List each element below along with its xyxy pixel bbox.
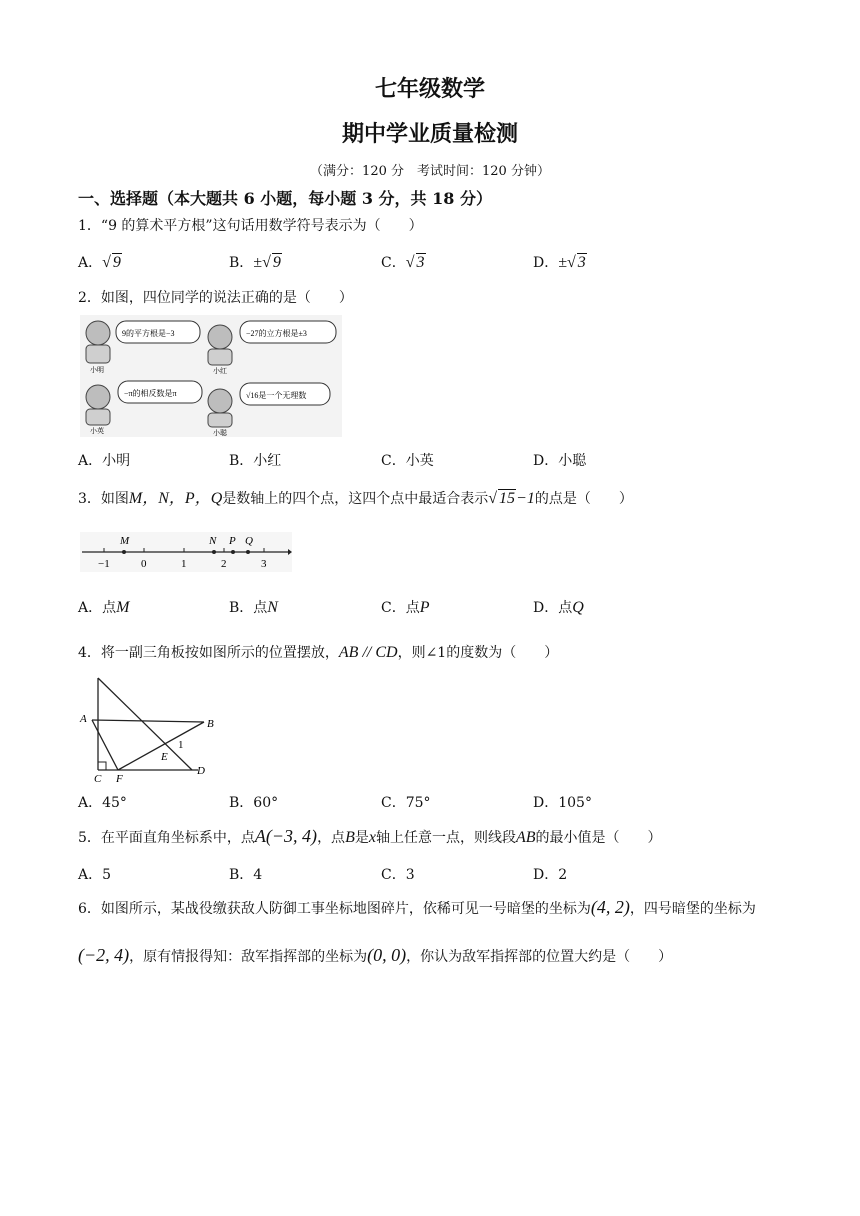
q1-option-a: A．√ 9: [78, 254, 121, 271]
q2-option-d: D．小聪: [533, 453, 587, 469]
tick-label: −1: [98, 558, 110, 570]
point-m: [122, 550, 126, 554]
q2-option-c: C．小英: [381, 453, 434, 469]
point-p: [231, 550, 235, 554]
name-xiaohong: 小红: [213, 367, 227, 375]
bubble-xiaoming: 9的平方根是−3: [122, 329, 175, 338]
point-q: [246, 550, 250, 554]
label-n: N: [209, 535, 217, 547]
bubble-xiaocong: √16是一个无理数: [246, 391, 307, 400]
question-5-stem: 5．在平面直角坐标系中，点A(−3, 4)，点B是x轴上任意一点，则线段AB的最小值是（ ）: [78, 826, 662, 846]
name-xiaoming: 小明: [90, 366, 104, 374]
name-xiaocong: 小聪: [213, 429, 227, 437]
q1-option-b: B．±√ 9: [229, 254, 281, 271]
q5-option-d: D．2: [533, 867, 568, 883]
exam-info: （满分：120 分 考试时间：120 分钟）: [310, 164, 550, 179]
label-angle-1: 1: [178, 739, 184, 751]
label-b: B: [207, 718, 214, 730]
point-n: [212, 550, 216, 554]
label-e: E: [161, 751, 168, 763]
bubble-xiaohong: −27的立方根是±3: [246, 329, 307, 338]
exam-subtitle: 期中学业质量检测: [341, 121, 518, 147]
q3-option-a: A．点M: [78, 599, 130, 616]
q4-option-b: B．60°: [229, 795, 279, 811]
q1-option-d: D．±√ 3: [533, 254, 586, 271]
name-xiaoying: 小英: [90, 427, 104, 435]
q4-option-c: C．75°: [381, 795, 431, 811]
section-heading: 一、选择题（本大题共 6 小题，每小题 3 分，共 18 分）: [78, 189, 492, 208]
exam-title: 七年级数学: [374, 76, 485, 102]
question-4-stem: 4．将一副三角板按如图所示的位置摆放，AB // CD，则∠1的度数为（ ）: [78, 644, 559, 661]
q3-option-b: B．点N: [229, 599, 278, 616]
tick-label: 3: [261, 558, 267, 570]
q3-option-d: D．点Q: [533, 599, 584, 616]
q5-option-a: A．5: [78, 867, 112, 883]
q2-option-b: B．小红: [229, 453, 282, 469]
q1-option-c: C．√ 3: [381, 254, 425, 271]
q2-option-a: A．小明: [78, 453, 131, 469]
q4-option-d: D．105°: [533, 795, 592, 811]
label-m: M: [120, 535, 130, 547]
q5-option-c: C．3: [381, 867, 415, 883]
bubble-xiaoying: −π的相反数是π: [124, 389, 177, 398]
q3-option-c: C．点P: [381, 599, 430, 616]
label-a: A: [80, 713, 87, 725]
label-q: Q: [245, 535, 253, 547]
tick-label: 0: [141, 558, 147, 570]
q4-option-a: A．45°: [78, 795, 127, 811]
tick-label: 1: [181, 558, 187, 570]
label-c: C: [94, 773, 102, 784]
label-f: F: [116, 773, 123, 784]
label-p: P: [229, 535, 236, 547]
question-2-stem: 2．如图，四位同学的说法正确的是（ ）: [78, 290, 353, 306]
tick-label: 2: [221, 558, 227, 570]
question-6-stem: 6．如图所示，某战役缴获敌人防御工事坐标地图碎片，依稀可见一号暗堡的坐标为(4, 2)，四号暗堡的坐标为(−2, 4)，原有情报得知：敌军指挥部的坐标为(0, 0)，你认为敌军指挥部的位置大约是（ ）: [78, 897, 756, 965]
q2-students-figure: [80, 315, 342, 437]
label-d: D: [197, 765, 205, 777]
q4-triangles-figure: [78, 672, 223, 784]
q5-option-b: B．4: [229, 867, 263, 883]
question-3-stem: 3．如图M，N，P，Q是数轴上的四个点，这四个点中最适合表示√ 15−1的点是（ ）: [78, 490, 633, 507]
q3-number-line: [80, 532, 292, 572]
question-1-stem: 1．“9 的算术平方根”这句话用数学符号表示为（ ）: [78, 218, 423, 234]
